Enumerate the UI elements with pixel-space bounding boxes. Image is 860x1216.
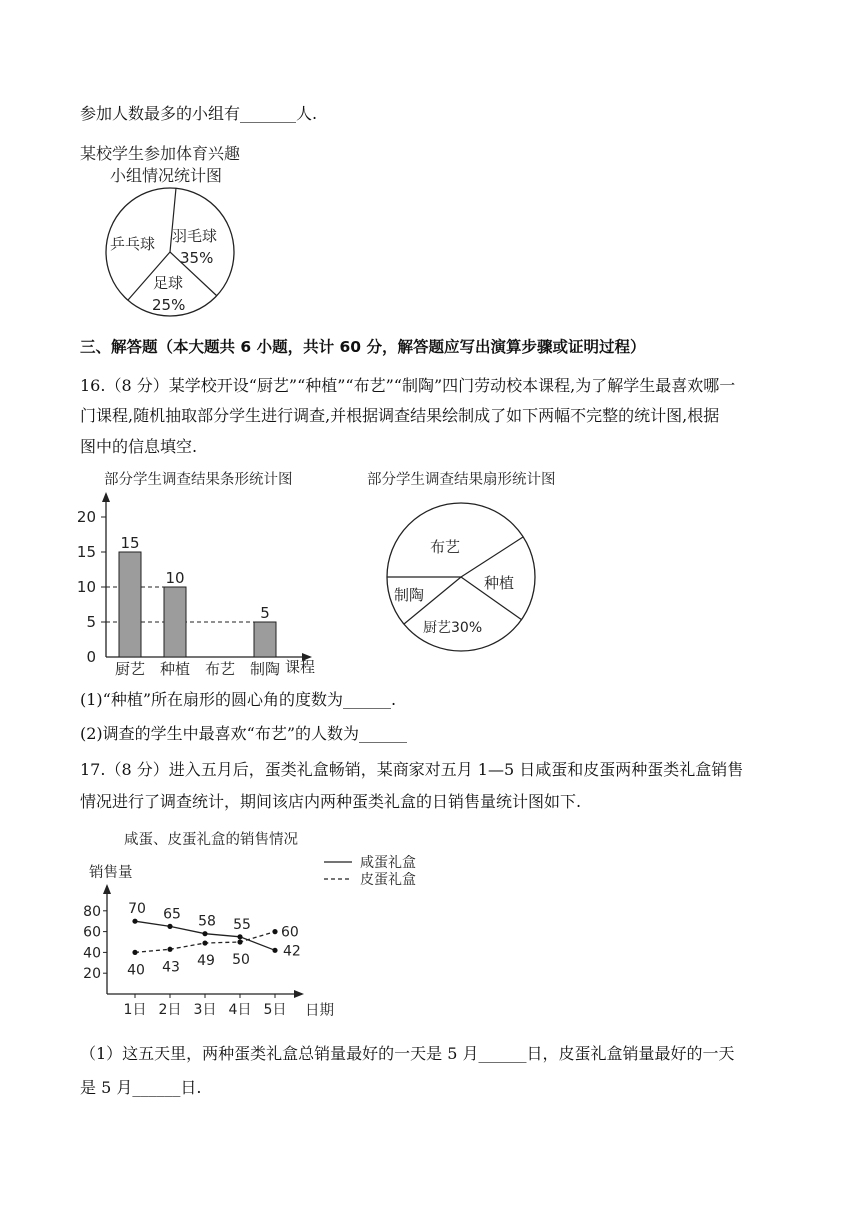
pie2-label-zhitao: 制陶 bbox=[394, 586, 425, 604]
line-x-tick-label: 1日 bbox=[123, 1002, 147, 1018]
pie2-label-buyi: 布艺 bbox=[430, 538, 461, 556]
line-y-tick-label: 20 bbox=[83, 966, 101, 983]
pie2-title: 部分学生调查结果扇形统计图 bbox=[367, 472, 556, 488]
q16-sub2: (2)调查的学生中最喜欢“布艺”的人数为______ bbox=[80, 724, 408, 743]
q17-line1: 17.（8 分）进入五月后，蛋类礼盒畅销，某商家对五月 1—5 日咸蛋和皮蛋两种蛋类礼盒销售 bbox=[80, 760, 744, 779]
course-bar-chart bbox=[70, 462, 360, 680]
q17-line2: 情况进行了调查统计，期间该店内两种蛋类礼盒的日销售量统计图如下. bbox=[80, 792, 582, 811]
series-0-value-label: 58 bbox=[198, 913, 216, 930]
series-1-point bbox=[167, 947, 172, 952]
line-x-axis-arrow bbox=[294, 990, 304, 998]
pie1-label-badminton: 羽毛球 bbox=[172, 227, 218, 245]
series-0-point bbox=[132, 919, 137, 924]
series-1-value-label: 43 bbox=[162, 959, 180, 976]
pie1-label-pingpong: 乒乓球 bbox=[110, 235, 156, 253]
q16-line3: 图中的信息填空. bbox=[80, 437, 198, 456]
line-chart-ylabel: 销售量 bbox=[89, 865, 133, 881]
series-0-point bbox=[202, 931, 207, 936]
line-y-tick-label: 80 bbox=[83, 903, 101, 920]
pie2-label-zhongzhi: 种植 bbox=[484, 574, 515, 592]
legend-label-pidan: 皮蛋礼盒 bbox=[360, 872, 416, 888]
series-1-value-label: 49 bbox=[197, 953, 215, 970]
series-1-point bbox=[202, 940, 207, 945]
series-0-value-label: 42 bbox=[283, 943, 301, 960]
bar-category-label: 厨艺 bbox=[114, 660, 146, 678]
q16-sub1: (1)“种植”所在扇形的圆心角的度数为______. bbox=[80, 690, 397, 709]
pie2-label-chuyi: 厨艺30% bbox=[423, 620, 483, 636]
bar-category-label: 制陶 bbox=[249, 660, 281, 678]
legend-label-xiandan: 咸蛋礼盒 bbox=[360, 855, 416, 871]
bar-chart-xlabel: 课程 bbox=[285, 658, 316, 676]
series-0-point bbox=[167, 924, 172, 929]
series-1-value-label: 50 bbox=[232, 952, 250, 968]
q17-sub1-line2: 是 5 月______日. bbox=[80, 1078, 202, 1097]
series-0-value-label: 65 bbox=[163, 906, 181, 923]
series-0-point bbox=[272, 948, 277, 953]
pie2-divider-buyi-zhongzhi bbox=[461, 537, 523, 577]
sports-group-pie-chart bbox=[70, 140, 290, 320]
line-y-tick-label: 40 bbox=[83, 945, 101, 962]
bar-y-tick-label: 15 bbox=[76, 543, 96, 561]
line-chart-xlabel: 日期 bbox=[305, 1003, 334, 1019]
bar-y-tick-label: 0 bbox=[86, 648, 96, 666]
bar-value-label: 15 bbox=[120, 534, 140, 552]
series-1-value-label: 40 bbox=[127, 962, 145, 979]
pie1-pct-football: 25% bbox=[152, 296, 186, 314]
bar-y-tick-label: 20 bbox=[76, 508, 96, 526]
q16-line2: 门课程,随机抽取部分学生进行调查,并根据调查结果绘制成了如下两幅不完整的统计图,根据 bbox=[80, 406, 720, 425]
line-x-tick-label: 2日 bbox=[158, 1002, 182, 1018]
bar-y-axis-arrow bbox=[102, 492, 110, 502]
series-0-value-label: 70 bbox=[128, 901, 146, 918]
bar-category-label: 种植 bbox=[159, 660, 191, 678]
series-1-point bbox=[272, 929, 277, 934]
series-1-point bbox=[237, 939, 242, 944]
line-y-axis-arrow bbox=[103, 884, 111, 894]
bar-value-label: 5 bbox=[260, 604, 270, 622]
line-y-tick-label: 60 bbox=[83, 924, 101, 941]
course-pie-chart bbox=[360, 462, 600, 672]
line-x-tick-label: 3日 bbox=[193, 1002, 217, 1018]
line-chart-title: 咸蛋、皮蛋礼盒的销售情况 bbox=[124, 832, 298, 848]
bar-chart-title: 部分学生调查结果条形统计图 bbox=[104, 472, 293, 488]
bar-category-label: 布艺 bbox=[204, 660, 236, 678]
q16-line1: 16.（8 分）某学校开设“厨艺”“种植”“布艺”“制陶”四门劳动校本课程,为了解学生最喜欢哪一 bbox=[80, 376, 736, 395]
pie1-title-line2: 小组情况统计图 bbox=[110, 166, 223, 185]
section-3-heading: 三、解答题（本大题共 6 小题，共计 60 分，解答题应写出演算步骤或证明过程） bbox=[80, 338, 646, 356]
egg-sales-line-chart bbox=[80, 826, 440, 1026]
series-0-point bbox=[237, 934, 242, 939]
line-x-tick-label: 4日 bbox=[228, 1002, 252, 1018]
bar-1 bbox=[164, 587, 186, 657]
bar-3 bbox=[254, 622, 276, 657]
pie1-label-football: 足球 bbox=[153, 274, 184, 292]
bar-y-tick-label: 5 bbox=[86, 613, 96, 631]
question-15-tail: 参加人数最多的小组有_______人. bbox=[80, 104, 318, 123]
q17-sub1-line1: （1）这五天里，两种蛋类礼盒总销量最好的一天是 5 月______日，皮蛋礼盒销量最好的一天 bbox=[80, 1044, 735, 1063]
series-1-point bbox=[132, 950, 137, 955]
series-0-value-label: 55 bbox=[233, 916, 251, 933]
bar-0 bbox=[119, 552, 141, 657]
pie1-title-line1: 某校学生参加体育兴趣 bbox=[80, 144, 241, 163]
line-x-tick-label: 5日 bbox=[263, 1002, 287, 1018]
bar-y-tick-label: 10 bbox=[76, 578, 96, 596]
series-1-value-label: 60 bbox=[281, 924, 299, 941]
bar-value-label: 10 bbox=[165, 569, 185, 587]
pie1-pct-badminton: 35% bbox=[180, 249, 214, 267]
